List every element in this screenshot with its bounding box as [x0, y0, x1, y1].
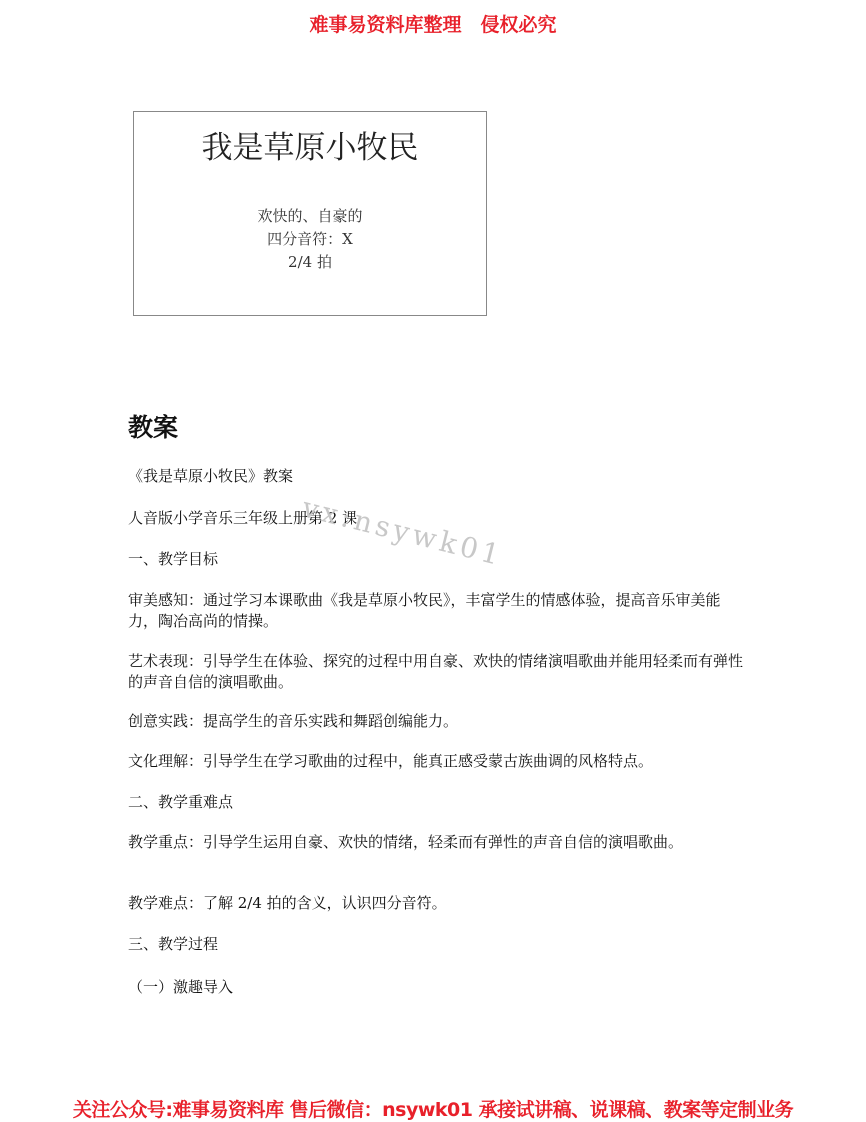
paragraph: 文化理解：引导学生在学习歌曲的过程中，能真正感受蒙古族曲调的风格特点。	[128, 752, 654, 770]
header-banner: 难事易资料库整理 侵权必究	[309, 14, 557, 36]
slide-line: 欢快的、自豪的	[257, 207, 363, 225]
slide-line: 2/4 拍	[288, 253, 332, 271]
paragraph: 审美感知：通过学习本课歌曲《我是草原小牧民》，丰富学生的情感体验，提高音乐审美能力，陶冶高尚的情操。	[128, 591, 721, 630]
paragraph: 二、教学重难点	[128, 793, 234, 811]
paragraph: 三、教学过程	[128, 935, 219, 953]
footer-banner: 关注公众号:难事易资料库 售后微信：nsywk01 承接试讲稿、说课稿、教案等定制业务	[72, 1099, 794, 1121]
paragraph: 一、教学目标	[128, 550, 219, 568]
paragraph: 艺术表现：引导学生在体验、探究的过程中用自豪、欢快的情绪演唱歌曲并能用轻柔而有弹性的声音自信的演唱歌曲。	[128, 652, 744, 691]
paragraph: 教学难点：了解 2/4 拍的含义，认识四分音符。	[128, 894, 447, 912]
slide-line: 四分音符：X	[267, 230, 353, 248]
paragraph: 人音版小学音乐三年级上册第 2 课	[128, 509, 358, 527]
slide-image	[133, 111, 487, 316]
paragraph: （一）激趣导入	[128, 978, 234, 996]
section-heading: 教案	[128, 413, 179, 442]
slide-title: 我是草原小牧民	[201, 130, 419, 166]
paragraph: 《我是草原小牧民》教案	[128, 467, 294, 485]
paragraph: 创意实践：提高学生的音乐实践和舞蹈创编能力。	[128, 712, 459, 730]
watermark: vx:nsywk01	[299, 490, 507, 573]
paragraph: 教学重点：引导学生运用自豪、欢快的情绪，轻柔而有弹性的声音自信的演唱歌曲。	[128, 833, 684, 851]
